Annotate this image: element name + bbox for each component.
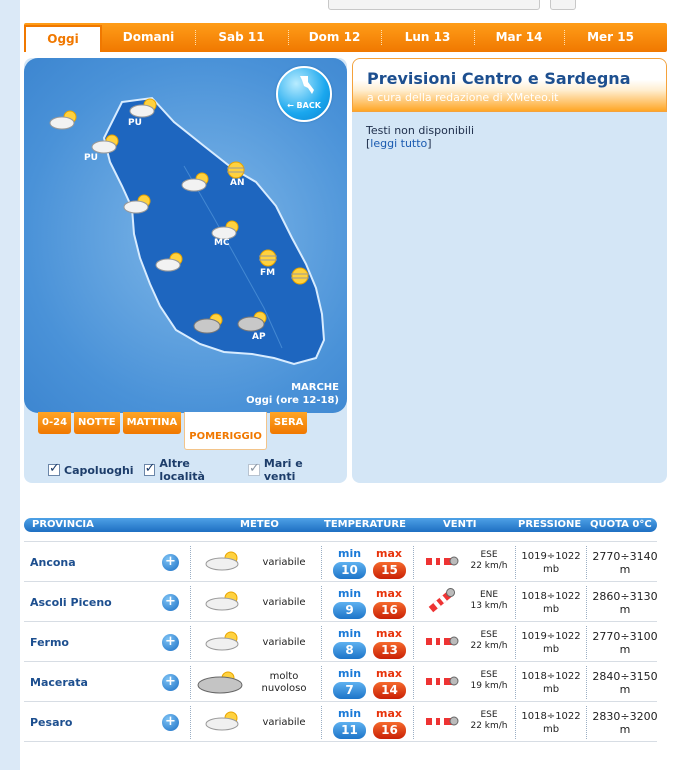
col-venti: VENTI bbox=[443, 519, 477, 530]
city-label: AP bbox=[252, 332, 266, 342]
tab-oggi[interactable]: Oggi bbox=[24, 25, 102, 52]
quota-unit: m bbox=[619, 723, 631, 736]
cloudy-sun-icon bbox=[236, 310, 272, 332]
period-caption: Oggi (ore 12-18) bbox=[246, 395, 339, 406]
province-name[interactable]: Ancona bbox=[30, 556, 76, 569]
wind-speed: 22 km/h bbox=[470, 641, 508, 651]
weather-desc: molto nuvoloso bbox=[261, 671, 307, 694]
map-filters bbox=[48, 457, 347, 483]
region-name: MARCHE bbox=[291, 382, 339, 393]
wind-direction: ESE bbox=[480, 630, 498, 640]
forecast-header bbox=[352, 58, 667, 112]
expand-button[interactable]: + bbox=[162, 594, 179, 611]
divider bbox=[586, 666, 587, 699]
filter-label: Altre località bbox=[159, 457, 205, 483]
wind-info bbox=[464, 630, 514, 652]
province-name[interactable]: Macerata bbox=[30, 676, 88, 689]
wind-info bbox=[464, 590, 514, 612]
quota-value: 2860÷3130 bbox=[592, 590, 658, 603]
city-label: FM bbox=[260, 268, 276, 278]
freezing-level bbox=[589, 670, 661, 696]
pressure-unit: mb bbox=[542, 564, 560, 575]
filter-label: Mari e venti bbox=[263, 457, 303, 483]
quota-unit: m bbox=[619, 563, 631, 576]
pressure-unit: mb bbox=[542, 644, 560, 655]
forecast-subtitle: a cura della redazione di XMeteo.it bbox=[367, 91, 559, 104]
pressure-value: 1018÷1022 bbox=[521, 591, 581, 602]
province-name[interactable]: Fermo bbox=[30, 636, 69, 649]
pressure-value: 1018÷1022 bbox=[521, 671, 581, 682]
col-meteo: METEO bbox=[240, 519, 279, 530]
period-tab-mattina[interactable]: MATTINA bbox=[123, 412, 182, 434]
wind-speed: 22 km/h bbox=[470, 721, 508, 731]
sun-cloud-icon bbox=[204, 550, 244, 572]
windsock-diagonal-icon bbox=[424, 586, 460, 616]
weather-desc: variabile bbox=[262, 717, 306, 728]
freezing-level bbox=[589, 710, 661, 736]
quota-value: 2840÷3150 bbox=[592, 670, 658, 683]
sun-cloud-icon bbox=[128, 96, 162, 118]
city-label: MC bbox=[214, 238, 230, 248]
wind-speed: 19 km/h bbox=[470, 681, 508, 691]
table-body bbox=[24, 542, 657, 742]
sun-cloud-icon bbox=[48, 108, 82, 130]
forecast-title: Previsioni Centro e Sardegna bbox=[367, 69, 631, 88]
windsock-icon bbox=[424, 634, 460, 648]
min-label: min bbox=[338, 627, 362, 640]
freezing-level bbox=[589, 550, 661, 576]
divider bbox=[515, 706, 516, 739]
divider bbox=[413, 586, 414, 619]
max-label: max bbox=[376, 667, 402, 680]
read-more-link[interactable]: leggi tutto bbox=[370, 137, 428, 150]
sun-haze-icon bbox=[256, 246, 280, 270]
divider bbox=[321, 546, 322, 579]
cloudy-sun-icon bbox=[192, 312, 228, 334]
forecast-body: Testi non disponibili [leggi tutto] bbox=[352, 112, 667, 150]
temp-min: 7 bbox=[333, 682, 366, 699]
period-tab-notte[interactable]: NOTTE bbox=[74, 412, 120, 434]
province-name[interactable]: Pesaro bbox=[30, 716, 73, 729]
pressure-unit: mb bbox=[542, 724, 560, 735]
divider bbox=[413, 666, 414, 699]
max-label: max bbox=[376, 547, 402, 560]
divider bbox=[413, 546, 414, 579]
temp-max: 16 bbox=[373, 722, 406, 739]
divider bbox=[515, 586, 516, 619]
table-row bbox=[24, 581, 657, 622]
col-pressione: PRESSIONE bbox=[518, 519, 582, 530]
pressure-unit: mb bbox=[542, 684, 560, 695]
divider bbox=[586, 706, 587, 739]
min-label: min bbox=[338, 667, 362, 680]
filter-mari-venti[interactable] bbox=[248, 457, 337, 483]
divider bbox=[413, 626, 414, 659]
freezing-level bbox=[589, 630, 661, 656]
period-tab-0-24[interactable]: 0-24 bbox=[38, 412, 71, 434]
wind-speed: 13 km/h bbox=[470, 601, 508, 611]
max-label: max bbox=[376, 707, 402, 720]
min-label: min bbox=[338, 547, 362, 560]
checkbox[interactable] bbox=[48, 464, 60, 476]
pressure bbox=[518, 590, 584, 616]
divider bbox=[321, 666, 322, 699]
sun-cloud-icon bbox=[204, 630, 244, 652]
italy-icon bbox=[296, 74, 316, 98]
table-row bbox=[24, 661, 657, 702]
tab-dom-12[interactable]: Dom 12 bbox=[288, 23, 381, 52]
quota-value: 2770÷3100 bbox=[592, 630, 658, 643]
divider bbox=[321, 706, 322, 739]
region-map bbox=[24, 58, 347, 413]
temp-min: 8 bbox=[333, 642, 366, 659]
divider bbox=[190, 666, 191, 699]
table-row bbox=[24, 541, 657, 582]
freezing-level bbox=[589, 590, 661, 616]
min-label: min bbox=[338, 587, 362, 600]
divider bbox=[515, 626, 516, 659]
filter-altre-localita[interactable] bbox=[144, 457, 238, 483]
wind-direction: ESE bbox=[480, 670, 498, 680]
sun-cloud-icon bbox=[180, 170, 214, 192]
tab-mer-15[interactable]: Mer 15 bbox=[564, 23, 657, 52]
divider bbox=[190, 586, 191, 619]
sun-cloud-icon bbox=[90, 132, 124, 154]
divider bbox=[413, 706, 414, 739]
pressure bbox=[518, 550, 584, 576]
wind-direction: ENE bbox=[479, 590, 499, 600]
back-button[interactable] bbox=[276, 66, 332, 122]
sun-cloud-icon bbox=[210, 218, 244, 240]
forecast-panel bbox=[352, 58, 667, 483]
quota-value: 2830÷3200 bbox=[592, 710, 658, 723]
wind-speed: 22 km/h bbox=[470, 561, 508, 571]
min-label: min bbox=[338, 707, 362, 720]
top-search-box[interactable] bbox=[328, 0, 540, 10]
filter-label: Capoluoghi bbox=[64, 463, 134, 477]
city-label: AN bbox=[230, 178, 245, 188]
province-name[interactable]: Ascoli Piceno bbox=[30, 596, 112, 609]
table-row bbox=[24, 701, 657, 742]
sun-cloud-icon bbox=[204, 710, 244, 732]
temp-max: 14 bbox=[373, 682, 406, 699]
expand-button[interactable]: + bbox=[162, 634, 179, 651]
col-temperature: TEMPERATURE bbox=[324, 519, 406, 530]
divider bbox=[190, 546, 191, 579]
temp-max: 13 bbox=[373, 642, 406, 659]
divider bbox=[190, 626, 191, 659]
quota-unit: m bbox=[619, 683, 631, 696]
pressure bbox=[518, 710, 584, 736]
map-panel bbox=[24, 58, 347, 483]
max-label: max bbox=[376, 627, 402, 640]
wind-direction: ESE bbox=[480, 550, 498, 560]
period-tabs bbox=[38, 412, 310, 442]
divider bbox=[321, 586, 322, 619]
expand-button[interactable]: + bbox=[162, 674, 179, 691]
period-tab-pomeriggio[interactable]: POMERIGGIO bbox=[184, 412, 267, 450]
windsock-icon bbox=[424, 674, 460, 688]
cloudy-icon bbox=[196, 670, 244, 694]
divider bbox=[586, 586, 587, 619]
max-label: max bbox=[376, 587, 402, 600]
sun-cloud-icon bbox=[204, 590, 244, 612]
quota-unit: m bbox=[619, 643, 631, 656]
tab-sab-11[interactable]: Sab 11 bbox=[195, 23, 288, 52]
table-row bbox=[24, 621, 657, 662]
temp-max: 15 bbox=[373, 562, 406, 579]
pressure-value: 1019÷1022 bbox=[521, 631, 581, 642]
expand-button[interactable]: + bbox=[162, 554, 179, 571]
pressure bbox=[518, 630, 584, 656]
tab-lun-13[interactable]: Lun 13 bbox=[381, 23, 474, 52]
period-tab-sera[interactable]: SERA bbox=[270, 412, 307, 434]
checkbox[interactable] bbox=[144, 464, 156, 476]
divider bbox=[321, 626, 322, 659]
page bbox=[20, 0, 673, 770]
expand-button[interactable]: + bbox=[162, 714, 179, 731]
divider bbox=[586, 546, 587, 579]
windsock-icon bbox=[424, 714, 460, 728]
pressure bbox=[518, 670, 584, 696]
windsock-icon bbox=[424, 554, 460, 568]
divider bbox=[190, 706, 191, 739]
wind-info bbox=[464, 710, 514, 732]
top-search-button[interactable] bbox=[550, 0, 576, 10]
divider bbox=[515, 666, 516, 699]
divider bbox=[586, 626, 587, 659]
temp-min: 11 bbox=[333, 722, 366, 739]
sun-cloud-icon bbox=[154, 250, 188, 272]
weather-desc: variabile bbox=[262, 597, 306, 608]
pressure-value: 1019÷1022 bbox=[521, 551, 581, 562]
temp-max: 16 bbox=[373, 602, 406, 619]
temp-min: 9 bbox=[333, 602, 366, 619]
divider bbox=[515, 546, 516, 579]
sun-haze-icon bbox=[288, 264, 312, 288]
temp-min: 10 bbox=[333, 562, 366, 579]
city-label: PU bbox=[128, 118, 142, 128]
weather-desc: variabile bbox=[262, 557, 306, 568]
forecast-text: Testi non disponibili bbox=[366, 124, 475, 137]
map-caption bbox=[246, 381, 339, 407]
pressure-value: 1018÷1022 bbox=[521, 711, 581, 722]
sun-cloud-icon bbox=[122, 192, 156, 214]
col-quota: QUOTA 0°C bbox=[590, 519, 652, 530]
back-label: ← BACK bbox=[287, 101, 321, 110]
day-tabs bbox=[24, 23, 667, 52]
tab-domani[interactable]: Domani bbox=[122, 30, 175, 44]
weather-desc: variabile bbox=[262, 637, 306, 648]
col-provincia: PROVINCIA bbox=[32, 519, 94, 530]
city-label: PU bbox=[84, 153, 98, 163]
pressure-unit: mb bbox=[542, 604, 560, 615]
checkbox[interactable] bbox=[248, 464, 260, 476]
wind-info bbox=[464, 550, 514, 572]
quota-value: 2770÷3140 bbox=[592, 550, 658, 563]
filter-capoluoghi[interactable] bbox=[48, 457, 134, 483]
wind-info bbox=[464, 670, 514, 692]
tab-mar-14[interactable]: Mar 14 bbox=[474, 23, 564, 52]
quota-unit: m bbox=[619, 603, 631, 616]
wind-direction: ESE bbox=[480, 710, 498, 720]
table-header bbox=[24, 518, 657, 532]
